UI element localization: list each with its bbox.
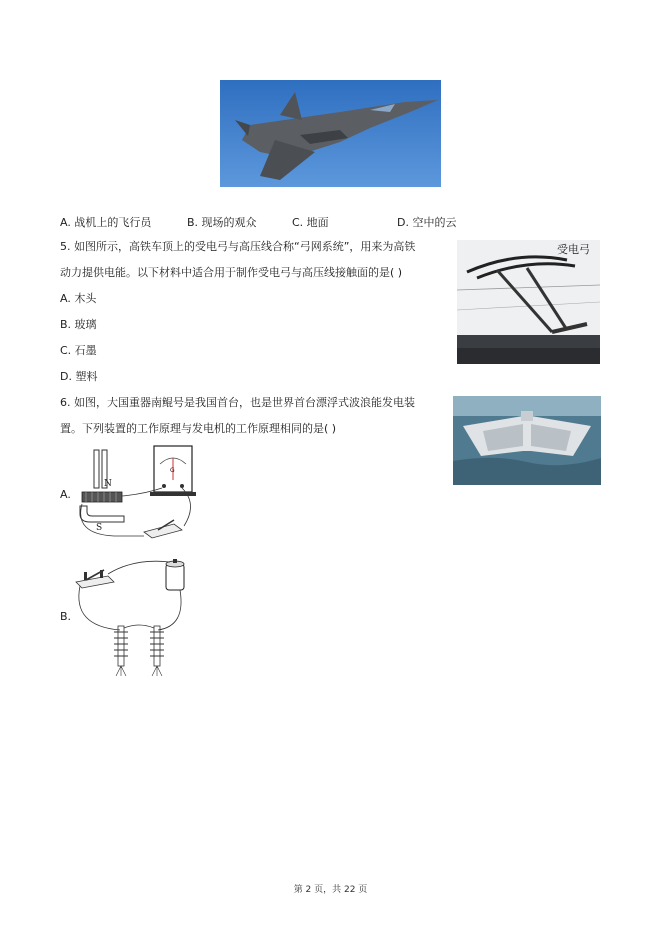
- q6-option-a-label: A.: [60, 488, 71, 501]
- magnet-n-label: N: [104, 479, 112, 489]
- wave-energy-platform-photo: [453, 396, 601, 485]
- page-footer: 第 2 页，共 22 页: [293, 885, 368, 895]
- q6-stem-line1: 6. 如图，大国重器南鲲号是我国首台，也是世界首台漂浮式波浪能发电装: [60, 396, 415, 409]
- q6-option-b-diagram: [74, 556, 204, 678]
- fighter-jet-photo: [220, 80, 441, 187]
- q5-option-b: B. 玻璃: [60, 318, 97, 331]
- pantograph-label: 受电弓: [557, 243, 590, 256]
- magnet-s-label: S: [96, 523, 103, 533]
- q5-option-c: C. 石墨: [60, 344, 97, 357]
- q4-option-a: A. 战机上的飞行员: [60, 216, 152, 229]
- q4-option-d: D. 空中的云: [397, 216, 457, 229]
- q4-option-c: C. 地面: [292, 216, 329, 229]
- q5-option-a: A. 木头: [60, 292, 97, 305]
- q6-stem-line2: 置。下列装置的工作原理与发电机的工作原理相同的是( ): [60, 422, 337, 435]
- galvanometer-g-label: G: [170, 467, 175, 474]
- pantograph-photo: [457, 240, 600, 364]
- q6-option-b-label: B.: [60, 610, 72, 623]
- q4-option-b: B. 现场的观众: [187, 216, 257, 229]
- q5-option-d: D. 塑料: [60, 370, 98, 383]
- q6-option-a-diagram: [74, 444, 204, 544]
- q5-stem-line2: 动力提供电能。以下材料中适合用于制作受电弓与高压线接触面的是( ): [60, 266, 403, 279]
- q5-stem-line1: 5. 如图所示，高铁车顶上的受电弓与高压线合称“弓网系统”，用来为高铁: [60, 240, 416, 253]
